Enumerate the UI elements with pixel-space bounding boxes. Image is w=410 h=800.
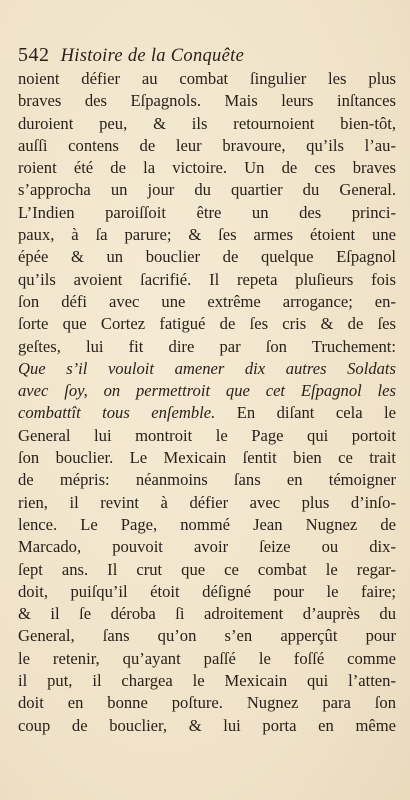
text-line: le retenir, qu’ayant paſſé le foſſé comme [18, 648, 396, 668]
text-line: qu’ils avoient ſacrifié. Il repeta pluſieurs fois [18, 269, 396, 289]
roman-segment: En diſant cela le [215, 403, 396, 423]
text-line: avec ſoy, on permettroit que cet Eſpagnol les [18, 381, 396, 401]
text-line: ſon défi avec une extrême arrogance; en- [18, 291, 396, 311]
italic-segment: combattît tous enſemble. [18, 403, 216, 423]
text-line: Que s’il vouloit amener dix autres Soldats [18, 358, 396, 378]
text-line: Marcado, pouvoit avoir ſeize ou dix- [18, 537, 396, 557]
page-number: 542 [18, 44, 50, 66]
page-header [18, 44, 390, 68]
text-line: roient été de la victoire. Un de ces braves [18, 158, 396, 178]
text-line [18, 402, 396, 424]
text-line: ſept ans. Il crut que ce combat le regar- [18, 559, 396, 579]
text-line: auſſi contens de leur bravoure, qu’ils l’au- [18, 135, 396, 155]
text-line: il put, il chargea le Mexicain qui l’atten- [18, 671, 396, 691]
text-line: noient défier au combat ſingulier les plus [18, 69, 396, 88]
text-line: de mépris: néanmoins ſans en témoigner [18, 470, 396, 490]
text-line: doit, puiſqu’il étoit déſigné pour le faire; [18, 581, 396, 601]
text-line: & il ſe déroba ſi adroitement d’auprès du [18, 604, 396, 624]
text-line: paux, à ſa parure; & ſes armes étoient une [18, 225, 396, 245]
text-line: braves des Eſpagnols. Mais leurs inſtances [18, 91, 396, 111]
text-line: geſtes, lui fit dire par ſon Truchement: [18, 336, 396, 356]
text-line: General lui montroit le Page qui portoit [18, 425, 396, 445]
running-title: Histoire de la Conquête [60, 46, 245, 66]
text-line: General, ſans qu’on s’en apperçût pour [18, 626, 396, 646]
text-line: duroient peu, & ils retournoient bien-tôt, [18, 113, 396, 133]
text-line: ſorte que Cortez fatigué de ſes cris & de ſes [18, 314, 396, 334]
text-line: rien, il revint à défier avec plus d’inſo- [18, 492, 396, 512]
text-line: L’Indien paroiſſoit être un des princi- [18, 202, 396, 222]
text-line: coup de bouclier, & lui porta en même [18, 715, 396, 735]
text-line: lence. Le Page, nommé Jean Nugnez de [18, 514, 396, 534]
body-text [18, 68, 396, 737]
text-line: ſon bouclier. Le Mexicain ſentit bien ce trait [18, 448, 396, 468]
text-line: doit en bonne poſture. Nugnez para ſon [18, 693, 396, 713]
text-line: s’approcha un jour du quartier du General. [18, 180, 396, 200]
text-line: épée & un bouclier de quelque Eſpagnol [18, 247, 396, 267]
